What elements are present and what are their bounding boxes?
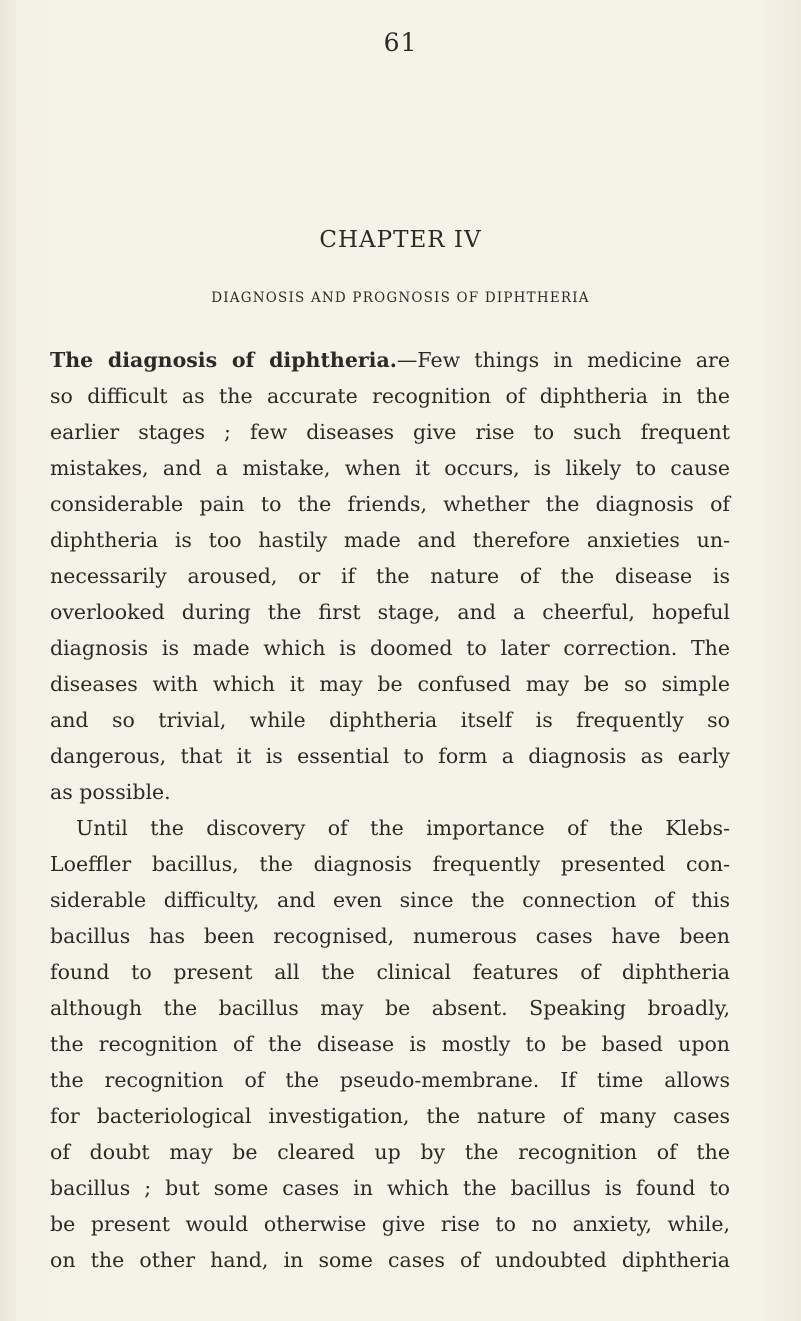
paragraph-2-line-4: bacillus has been recognised, numerous cases have been [50,924,730,948]
paragraph-2-line-9: for bacteriological investigation, the nature of many cases [50,1104,730,1128]
paragraph-1-line-10: diseases with which it may be confused may be so simple [50,672,730,696]
paragraph-1-line-12: dangerous, that it is essential to form a diagnosis as early [50,744,730,768]
paragraph-1-line-1-text: —Few things in medicine are [396,348,730,372]
paragraph-2-line-13: on the other hand, in some cases of undoubted diphtheria [50,1248,730,1272]
section-heading: The diagnosis of diphtheria. [50,348,397,372]
paragraph-2-line-7: the recognition of the disease is mostly to be based upon [50,1032,730,1056]
chapter-subtitle: DIAGNOSIS AND PROGNOSIS OF DIPHTHERIA [211,290,590,306]
paragraph-1-line-3: earlier stages ; few diseases give rise to such frequent [50,420,730,444]
paragraph-1-line-5: considerable pain to the friends, whether the diagnosis of [50,492,730,516]
paragraph-2-line-6: although the bacillus may be absent. Speaking broadly, [50,996,730,1020]
paragraph-2-line-2: Loeffler bacillus, the diagnosis frequently presented con- [50,852,730,876]
paragraph-1-line-1 [50,342,730,378]
paragraph-2-line-8: the recognition of the pseudo-membrane. If time allows [50,1068,730,1092]
paragraph-1-line-13: as possible. [50,780,171,804]
paragraph-2-line-5: found to present all the clinical features of diphtheria [50,960,730,984]
paragraph-2-line-11: bacillus ; but some cases in which the bacillus is found to [50,1176,730,1200]
chapter-title: CHAPTER IV [319,227,482,253]
paragraph-1-line-2: so difficult as the accurate recognition of diphtheria in the [50,384,730,408]
page-number: 61 [383,28,418,57]
paragraph-1-line-9: diagnosis is made which is doomed to later correction. The [50,636,730,660]
paragraph-2-line-3: siderable difficulty, and even since the connection of this [50,888,730,912]
paragraph-1-line-4: mistakes, and a mistake, when it occurs, is likely to cause [50,456,730,480]
paragraph-1-line-7: necessarily aroused, or if the nature of the disease is [50,564,730,588]
paragraph-1-line-8: overlooked during the first stage, and a cheerful, hopeful [50,600,730,624]
paragraph-2-line-10: of doubt may be cleared up by the recognition of the [50,1140,730,1164]
paragraph-1-line-6: diphtheria is too hastily made and therefore anxieties un- [50,528,730,552]
paragraph-2-line-12: be present would otherwise give rise to no anxiety, while, [50,1212,730,1236]
paragraph-1-line-11: and so trivial, while diphtheria itself is frequently so [50,708,730,732]
paragraph-2-line-1: Until the discovery of the importance of the Klebs- [76,816,730,840]
